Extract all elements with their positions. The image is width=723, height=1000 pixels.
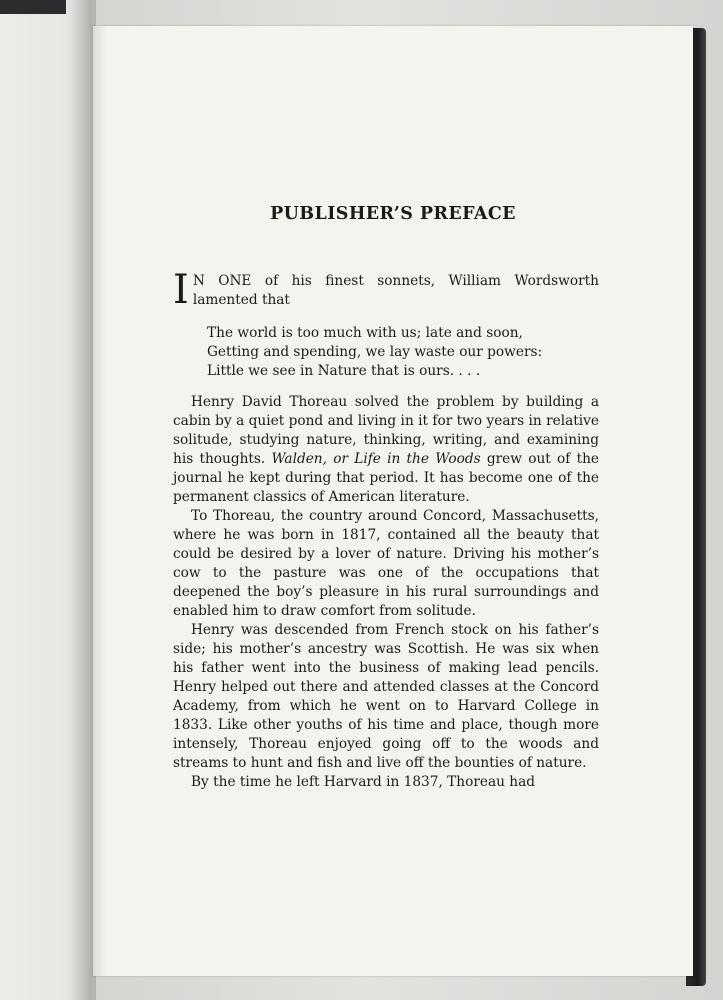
paragraph-text: Henry David Thoreau solved the problem by building a cabin by a quiet pond and living in it for two years in relative solitude, studying nature, thinking, writing, and examining his thoughts. bbox=[173, 394, 599, 467]
paragraph-text: grew out of the journal he kept during that period. It has become one of the permanent classics of American literature. bbox=[173, 451, 599, 505]
book-page bbox=[93, 26, 693, 976]
paragraph-thoreau-cabin bbox=[173, 393, 599, 507]
quote-line: Little we see in Nature that is ours. . . . bbox=[207, 363, 481, 379]
drop-cap: I bbox=[173, 267, 189, 313]
quote-line: Getting and spending, we lay waste our powers: bbox=[207, 344, 543, 360]
paragraph-ancestry: Henry was descended from French stock on his father’s side; his mother’s ancestry was Scottish. He was six when his father went into the business of making lead pencils. Henry helped out there and attended classes at the Concord Academy, from which he went on to Harvard College in 1833. Like other youths of his time and place, though more intensely, Thoreau enjoyed going off to the woods and streams to hunt and fish and live off the bounties of nature. bbox=[173, 622, 599, 771]
paragraph-concord: To Thoreau, the country around Concord, Massachusetts, where he was born in 1817, contained all the beauty that could be desired by a lover of nature. Driving his mother’s cow to the pasture was one of the occupations that deepened the boy’s pleasure in his rural surroundings and enabled him to draw comfort from solitude. bbox=[173, 508, 599, 619]
book-cover-corner bbox=[0, 0, 66, 14]
body-text bbox=[173, 267, 599, 792]
quote-line: The world is too much with us; late and soon, bbox=[207, 325, 523, 341]
book-title: Walden, or Life in the Woods bbox=[271, 451, 481, 467]
intro-paragraph bbox=[173, 267, 599, 313]
page-heading: PUBLISHER’S PREFACE bbox=[270, 204, 516, 224]
page-gutter-shadow bbox=[93, 26, 107, 976]
paragraph-harvard: By the time he left Harvard in 1837, Thoreau had bbox=[191, 774, 536, 790]
sonnet-quote bbox=[207, 324, 599, 381]
intro-text: N ONE of his finest sonnets, William Wordsworth lamented that bbox=[192, 273, 599, 308]
